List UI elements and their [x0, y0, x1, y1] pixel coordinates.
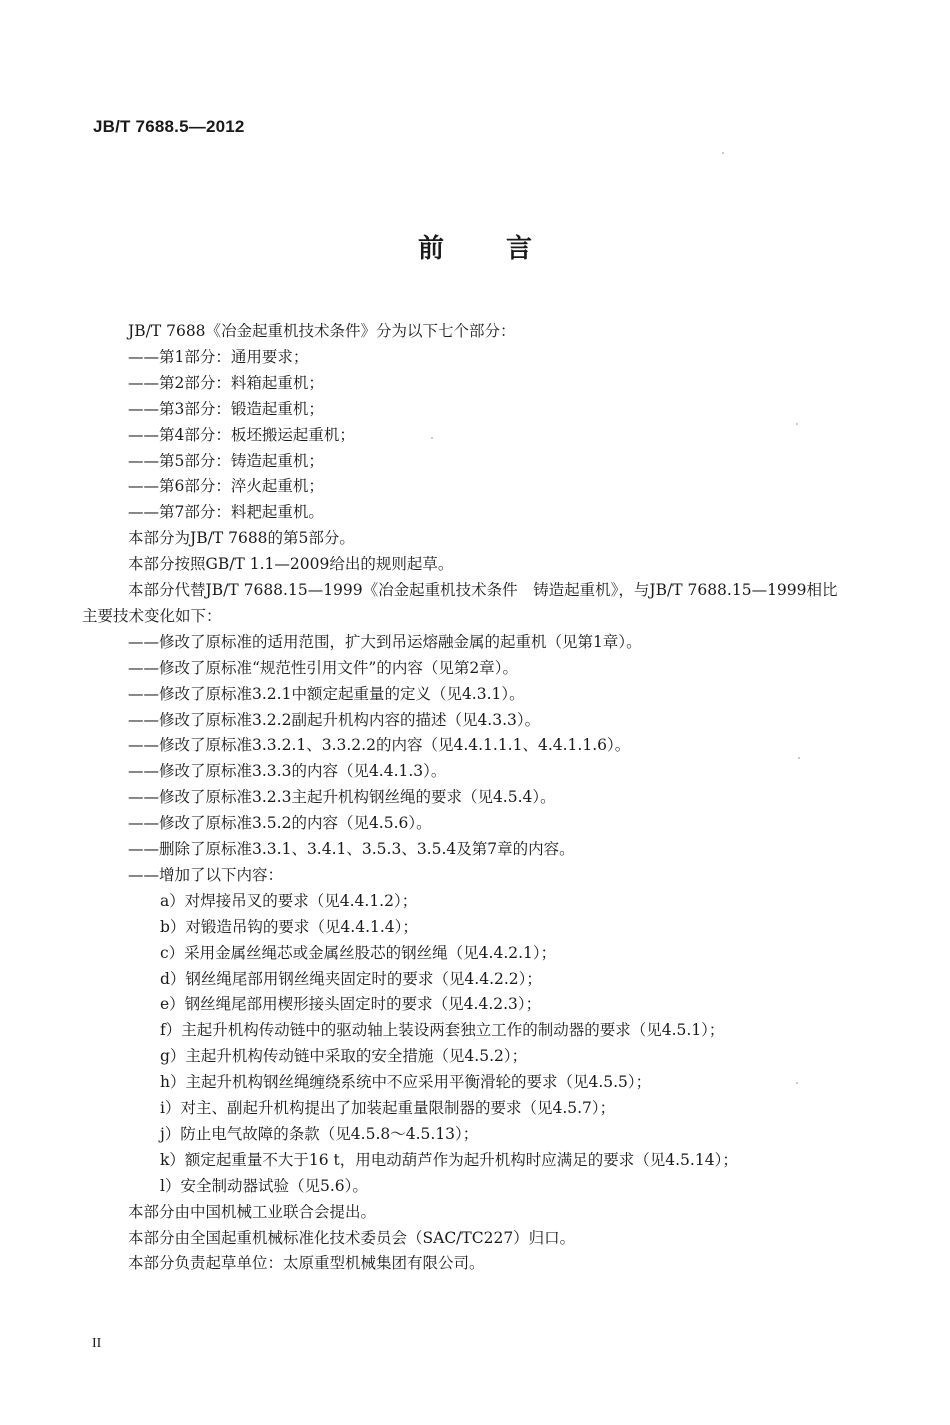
- list-item: i）对主、副起升机构提出了加装起重量限制器的要求（见4.5.7）；: [160, 1099, 616, 1117]
- list-item: l）安全制动器试验（见5.6）。: [160, 1177, 368, 1195]
- paragraph-line: ——第4部分：板坯搬运起重机；: [128, 426, 355, 444]
- list-item: e）钢丝绳尾部用楔形接头固定时的要求（见4.4.2.3）；: [160, 995, 542, 1013]
- paragraph-line: ——第5部分：铸造起重机；: [128, 452, 324, 470]
- title-char-2: 言: [506, 234, 533, 264]
- paragraph-line: ——修改了原标准的适用范围，扩大到吊运熔融金属的起重机（见第1章）。: [128, 633, 642, 651]
- list-item: b）对锻造吊钩的要求（见4.4.1.4）；: [160, 918, 418, 936]
- paragraph-line: 本部分由中国机械工业联合会提出。: [128, 1203, 377, 1221]
- paragraph-line: ——修改了原标准“规范性引用文件”的内容（见第2章）。: [128, 659, 518, 677]
- page-number: II: [92, 1336, 102, 1351]
- paragraph-line: ——第3部分：锻造起重机；: [128, 400, 324, 418]
- paragraph-line: JB/T 7688《冶金起重机技术条件》分为以下七个部分：: [128, 322, 516, 340]
- list-item: f）主起升机构传动链中的驱动轴上装设两套独立工作的制动器的要求（见4.5.1）；: [160, 1021, 725, 1039]
- page-title: [0, 228, 950, 265]
- list-item: d）钢丝绳尾部用钢丝绳夹固定时的要求（见4.4.2.2）；: [160, 970, 542, 988]
- paragraph-line: ——修改了原标准3.2.2副起升机构内容的描述（见4.3.3）。: [128, 711, 541, 729]
- paragraph-line: 主要技术变化如下：: [82, 607, 222, 625]
- paragraph-line: 本部分按照GB/T 1.1—2009给出的规则起草。: [128, 555, 454, 573]
- list-item: c）采用金属丝绳芯或金属丝股芯的钢丝绳（见4.4.2.1）；: [160, 944, 557, 962]
- paragraph-line: 本部分负责起草单位：太原重型机械集团有限公司。: [128, 1254, 485, 1272]
- paragraph-line: ——修改了原标准3.3.3的内容（见4.4.1.3）。: [128, 762, 447, 780]
- paragraph-line: ——第2部分：料箱起重机；: [128, 374, 324, 392]
- list-item: j）防止电气故障的条款（见4.5.8～4.5.13）；: [160, 1125, 479, 1143]
- list-item: h）主起升机构钢丝绳缠绕系统中不应采用平衡滑轮的要求（见4.5.5）；: [160, 1073, 652, 1091]
- paragraph-line: ——修改了原标准3.5.2的内容（见4.5.6）。: [128, 814, 432, 832]
- standard-number: JB/T 7688.5—2012: [93, 117, 245, 136]
- list-item: k）额定起重量不大于16 t，用电动葫芦作为起升机构时应满足的要求（见4.5.14）；: [160, 1151, 738, 1169]
- paragraph-line: ——删除了原标准3.3.1、3.4.1、3.5.3、3.5.4及第7章的内容。: [128, 840, 575, 858]
- list-item: a）对焊接吊叉的要求（见4.4.1.2）；: [160, 892, 418, 910]
- paragraph-line: ——增加了以下内容：: [128, 866, 284, 884]
- paragraph-line: ——修改了原标准3.2.1中额定起重量的定义（见4.3.1）。: [128, 685, 525, 703]
- paragraph-line: ——修改了原标准3.2.3主起升机构钢丝绳的要求（见4.5.4）。: [128, 788, 556, 806]
- paragraph-line: 本部分代替JB/T 7688.15—1999《冶金起重机技术条件 铸造起重机》，与JB/T 7688.15—1999相比: [128, 581, 838, 599]
- paragraph-line: ——第7部分：料耙起重机。: [128, 503, 324, 521]
- list-item: g）主起升机构传动链中采取的安全措施（见4.5.2）；: [160, 1047, 528, 1065]
- title-char-1: 前: [417, 234, 444, 264]
- paragraph-line: 本部分由全国起重机械标准化技术委员会（SAC/TC227）归口。: [128, 1229, 576, 1247]
- paragraph-line: ——第1部分：通用要求；: [128, 348, 309, 366]
- paragraph-line: 本部分为JB/T 7688的第5部分。: [128, 529, 355, 547]
- paragraph-line: ——修改了原标准3.3.2.1、3.3.2.2的内容（见4.4.1.1.1、4.4.1.1.6）。: [128, 736, 631, 754]
- paragraph-line: ——第6部分：淬火起重机；: [128, 477, 324, 495]
